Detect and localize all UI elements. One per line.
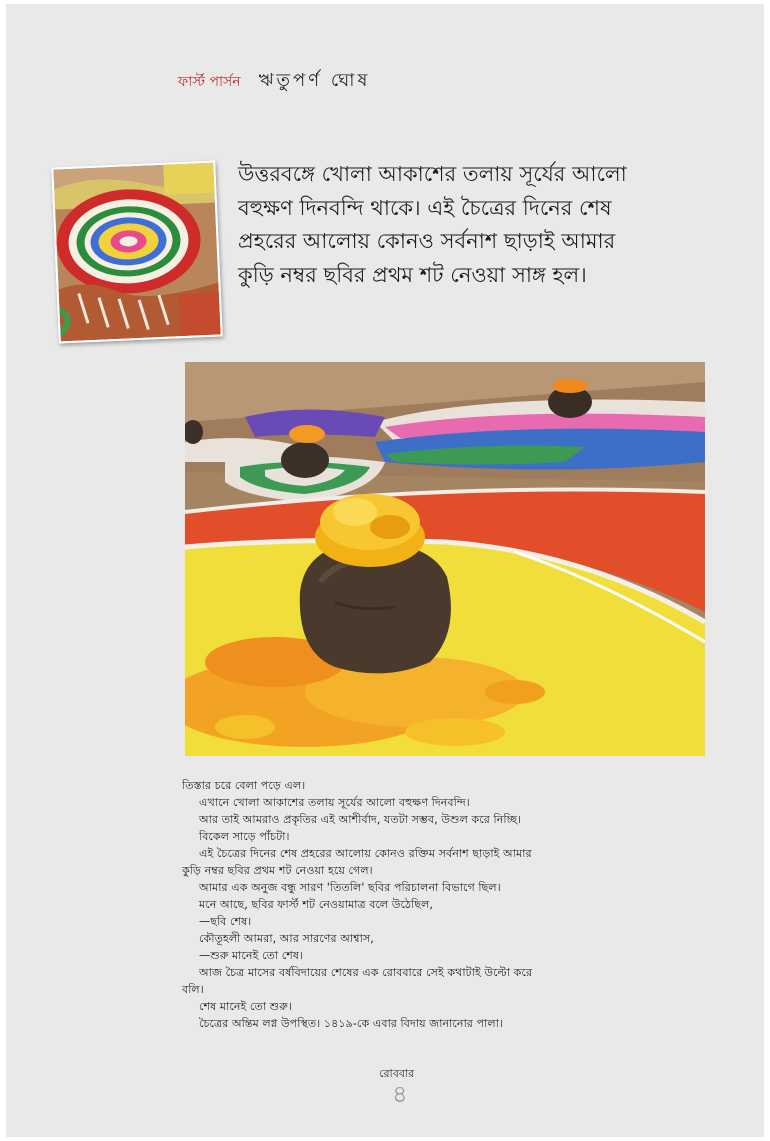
main-alpana-photo [185, 362, 705, 756]
body-paragraph: শেষ মানেই তো শুরু। [199, 1000, 292, 1013]
body-paragraph: বিকেল সাড়ে পাঁচটা। [199, 830, 290, 843]
section-title: ফার্স্ট পার্সন [178, 74, 241, 90]
body-paragraph: আমার এক অনুজ বন্ধু সারণ 'তিতলি' ছবির পরিচালনা বিভাগে ছিল। [199, 881, 501, 894]
lead-line: কুড়ি নম্বর ছবির প্রথম শট নেওয়া সাঙ্গ হল। [238, 262, 587, 287]
page-number: ৪ [392, 1080, 408, 1108]
magazine-page [6, 4, 764, 1137]
body-paragraph: কৌতূহলী আমরা, আর সারণের আশ্বাস, [199, 932, 374, 945]
page-header [178, 66, 370, 97]
body-paragraph: এই চৈত্রের দিনের শেষ প্রহরের আলোয় কোনও রক্তিম সর্বনাশ ছাড়াই আমার কুড়ি নম্বর ছবির প্রথম শট নেওয়া হয়ে গেল। [182, 847, 532, 877]
article-body [182, 777, 542, 1032]
main-alpana-image [185, 362, 705, 756]
body-paragraph: —শুরু মানেই তো শেষ। [199, 949, 304, 962]
lead-paragraph [238, 158, 658, 292]
lead-line: উত্তরবঙ্গে খোলা আকাশের তলায় সূর্যের আলো [238, 162, 627, 186]
body-paragraph: —ছবি শেষ। [199, 915, 252, 928]
lead-line: প্রহরের আলোয় কোনও সর্বনাশ ছাড়াই আমার [238, 229, 616, 253]
body-paragraph: তিস্তার চরে বেলা পড়ে এল। [182, 779, 306, 792]
alpana-thumbnail-photo [51, 161, 223, 344]
magazine-name: রোববার [379, 1067, 415, 1080]
body-paragraph: এখানে খোলা আকাশের তলায় সূর্যের আলো বহুক্ষণ দিনবন্দি। [199, 796, 470, 809]
author-name: ঋতুপর্ণ ঘোষ [258, 70, 371, 91]
body-paragraph: আর তাই আমরাও প্রকৃতির এই আশীর্বাদ, যতটা সম্ভব, উশুল করে নিচ্ছি। [199, 813, 522, 826]
alpana-thumbnail-image [53, 163, 220, 342]
body-paragraph: চৈত্রের অন্তিম লগ্ন উপস্থিত। ১৪১৯-কে এবার বিদায় জানানোর পালা। [199, 1017, 503, 1030]
lead-line: বহুক্ষণ দিনবন্দি থাকে। এই চৈত্রের দিনের শেষ [238, 195, 612, 220]
body-paragraph: মনে আছে, ছবির ফার্স্ট শট নেওয়ামাত্র বলে উঠেছিল, [199, 898, 433, 911]
body-paragraph: আজ চৈত্র মাসের বর্ষবিদায়ের শেষের এক রোববারে সেই কথাটাই উল্টো করে বলি। [182, 966, 533, 996]
